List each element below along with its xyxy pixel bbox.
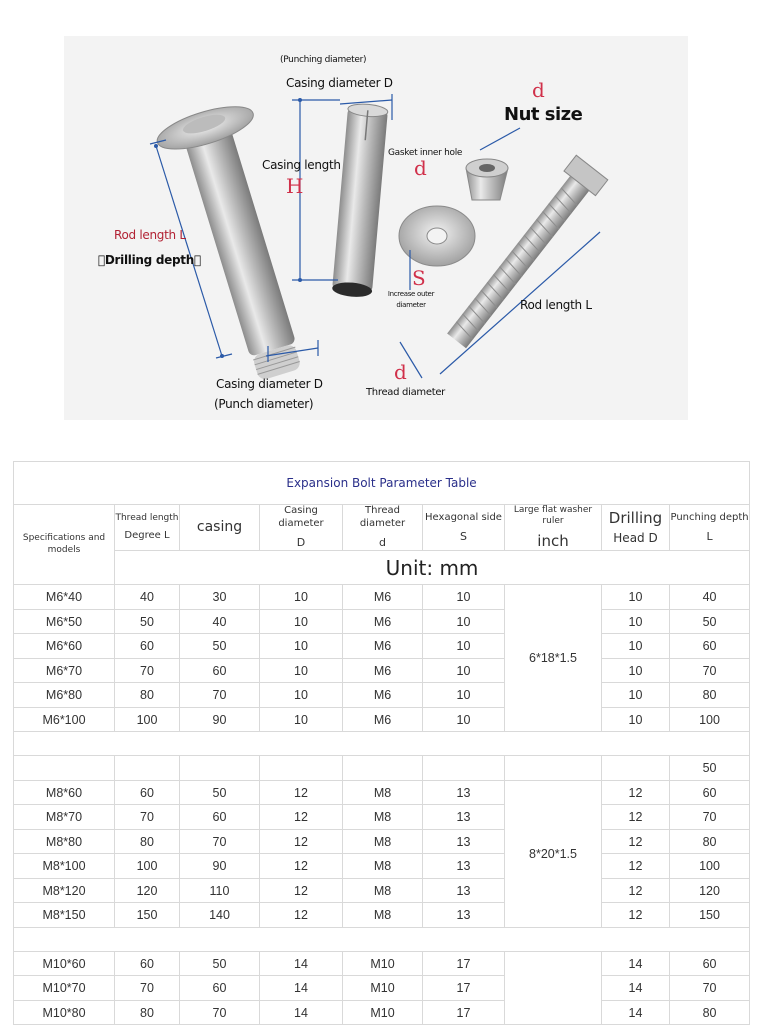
cell-punch: 60 xyxy=(670,780,750,805)
cell-casing: 50 xyxy=(180,634,260,659)
table-row xyxy=(14,878,750,903)
cell-hex: 13 xyxy=(423,903,505,928)
cell-thread-d: M8 xyxy=(343,878,423,903)
cell-casing: 90 xyxy=(180,854,260,879)
cell-thread: 150 xyxy=(115,903,180,928)
cell-casing-d: 10 xyxy=(260,707,343,732)
empty-cell xyxy=(602,756,670,781)
outer-diameter-symbol: S xyxy=(412,266,426,290)
cell-thread: 100 xyxy=(115,854,180,879)
cell-punch: 80 xyxy=(670,1000,750,1025)
cell-drill: 10 xyxy=(602,585,670,610)
cell-spec: M8*70 xyxy=(14,805,115,830)
table-row xyxy=(14,903,750,928)
table-row xyxy=(14,854,750,879)
header-thread-diameter: Thread diameter d xyxy=(343,505,423,551)
table-row xyxy=(14,683,750,708)
cell-casing: 60 xyxy=(180,976,260,1001)
cell-spec: M6*100 xyxy=(14,707,115,732)
casing-diameter-label-bottom: Casing diameter D xyxy=(216,377,323,391)
cell-hex: 13 xyxy=(423,854,505,879)
cell-drill: 10 xyxy=(602,683,670,708)
cell-hex: 10 xyxy=(423,609,505,634)
cell-punch: 70 xyxy=(670,805,750,830)
table-row xyxy=(14,658,750,683)
cell-thread: 60 xyxy=(115,634,180,659)
cell-spec: M8*60 xyxy=(14,780,115,805)
cell-hex: 10 xyxy=(423,707,505,732)
casing-length-label: Casing length xyxy=(262,158,341,172)
cell-thread: 70 xyxy=(115,658,180,683)
cell-casing: 40 xyxy=(180,609,260,634)
cell-thread-d: M10 xyxy=(343,951,423,976)
cell-spec: M6*60 xyxy=(14,634,115,659)
cell-casing-d: 10 xyxy=(260,658,343,683)
gasket-inner-hole-symbol: d xyxy=(414,156,427,180)
cell-thread-d: M8 xyxy=(343,854,423,879)
cell-thread-d: M6 xyxy=(343,658,423,683)
cell-punch: 40 xyxy=(670,585,750,610)
cell-casing-d: 14 xyxy=(260,976,343,1001)
expansion-bolt-diagram xyxy=(0,0,760,450)
cell-drill: 10 xyxy=(602,658,670,683)
cell-washer: 8*20*1.5 xyxy=(505,780,602,927)
cell-casing-d: 10 xyxy=(260,585,343,610)
cell-spec: M8*150 xyxy=(14,903,115,928)
cell-drill: 10 xyxy=(602,634,670,659)
cell-thread: 80 xyxy=(115,683,180,708)
cell-drill: 12 xyxy=(602,829,670,854)
group-spacer-row xyxy=(14,927,750,951)
cell-drill: 14 xyxy=(602,976,670,1001)
header-punching-depth: Punching depth L xyxy=(670,505,750,551)
header-casing-diameter: Casing diameter D xyxy=(260,505,343,551)
cell-spec: M10*70 xyxy=(14,976,115,1001)
expansion-bolt-parameter-table xyxy=(13,461,750,1025)
cell-thread: 120 xyxy=(115,878,180,903)
table-row xyxy=(14,634,750,659)
cell-thread-d: M10 xyxy=(343,1000,423,1025)
cell-thread-d: M6 xyxy=(343,585,423,610)
cell-thread-d: M8 xyxy=(343,805,423,830)
empty-cell xyxy=(505,756,602,781)
empty-cell xyxy=(115,756,180,781)
cell-hex: 10 xyxy=(423,683,505,708)
cell-spec: M8*80 xyxy=(14,829,115,854)
cell-punch: 50 xyxy=(670,756,750,781)
cell-casing: 70 xyxy=(180,829,260,854)
cell-thread: 80 xyxy=(115,1000,180,1025)
thread-diameter-label: Thread diameter xyxy=(366,387,445,398)
cell-punch: 100 xyxy=(670,707,750,732)
increase-outer-diameter-label: Increase outer diameter xyxy=(387,290,435,309)
cell-punch: 100 xyxy=(670,854,750,879)
cell-thread: 40 xyxy=(115,585,180,610)
cell-punch: 60 xyxy=(670,951,750,976)
cell-thread: 70 xyxy=(115,805,180,830)
table-title: Expansion Bolt Parameter Table xyxy=(14,462,750,505)
header-thread-length: Thread length Degree L xyxy=(115,505,180,551)
cell-drill: 12 xyxy=(602,805,670,830)
cone-nut xyxy=(466,159,508,200)
cell-hex: 10 xyxy=(423,658,505,683)
table-row xyxy=(14,976,750,1001)
cell-casing: 30 xyxy=(180,585,260,610)
cell-spec: M10*60 xyxy=(14,951,115,976)
punching-diameter-label: (Punching diameter) xyxy=(280,55,367,65)
cell-casing: 50 xyxy=(180,951,260,976)
cell-punch: 150 xyxy=(670,903,750,928)
cell-casing: 70 xyxy=(180,683,260,708)
cell-thread: 50 xyxy=(115,609,180,634)
nut-size-symbol: d xyxy=(532,78,545,102)
header-drilling: Drilling Head D xyxy=(602,505,670,551)
table-row xyxy=(14,707,750,732)
cell-casing-d: 12 xyxy=(260,903,343,928)
cell-hex: 17 xyxy=(423,1000,505,1025)
cell-drill: 12 xyxy=(602,780,670,805)
cell-thread-d: M6 xyxy=(343,609,423,634)
cell-casing-d: 12 xyxy=(260,805,343,830)
table-row xyxy=(14,829,750,854)
cell-hex: 13 xyxy=(423,805,505,830)
cell-punch: 120 xyxy=(670,878,750,903)
cell-casing: 110 xyxy=(180,878,260,903)
table-row xyxy=(14,805,750,830)
cell-thread-d: M6 xyxy=(343,683,423,708)
cell-drill: 12 xyxy=(602,878,670,903)
cell-hex: 10 xyxy=(423,634,505,659)
cell-spec: M6*80 xyxy=(14,683,115,708)
cell-hex: 13 xyxy=(423,829,505,854)
header-hex-side: Hexagonal side S xyxy=(423,505,505,551)
cell-casing: 70 xyxy=(180,1000,260,1025)
cell-washer xyxy=(505,951,602,1025)
cell-thread: 70 xyxy=(115,976,180,1001)
header-spec: Specifications and models xyxy=(14,505,115,585)
cell-punch: 60 xyxy=(670,634,750,659)
cell-thread-d: M6 xyxy=(343,707,423,732)
cell-hex: 10 xyxy=(423,585,505,610)
table-row xyxy=(14,609,750,634)
nut-size-label: Nut size xyxy=(504,104,583,125)
cell-hex: 17 xyxy=(423,951,505,976)
cell-thread-d: M8 xyxy=(343,780,423,805)
casing-diameter-label-top: Casing diameter D xyxy=(286,76,393,90)
cell-drill: 10 xyxy=(602,609,670,634)
table-row xyxy=(14,585,750,610)
cell-hex: 13 xyxy=(423,878,505,903)
empty-cell xyxy=(423,756,505,781)
header-casing: casing xyxy=(180,505,260,551)
table-row xyxy=(14,756,750,781)
gasket-inner-hole-label: Gasket inner hole xyxy=(388,148,463,158)
cell-spec: M6*70 xyxy=(14,658,115,683)
cell-thread: 80 xyxy=(115,829,180,854)
parameter-table-container xyxy=(13,461,749,1025)
cell-punch: 70 xyxy=(670,976,750,1001)
cell-washer: 6*18*1.5 xyxy=(505,585,602,732)
empty-cell xyxy=(260,756,343,781)
group-spacer-row xyxy=(14,732,750,756)
thread-diameter-symbol: d xyxy=(394,360,407,384)
cell-punch: 80 xyxy=(670,829,750,854)
cell-casing: 140 xyxy=(180,903,260,928)
cell-spec: M6*40 xyxy=(14,585,115,610)
cell-casing-d: 10 xyxy=(260,609,343,634)
cell-spec: M8*120 xyxy=(14,878,115,903)
cell-punch: 80 xyxy=(670,683,750,708)
cell-thread: 100 xyxy=(115,707,180,732)
cell-drill: 14 xyxy=(602,951,670,976)
cell-drill: 10 xyxy=(602,707,670,732)
cell-spec: M10*80 xyxy=(14,1000,115,1025)
table-row xyxy=(14,951,750,976)
cell-casing: 50 xyxy=(180,780,260,805)
cell-casing-d: 12 xyxy=(260,854,343,879)
spacer-cell xyxy=(14,927,750,951)
rod-length-label-right: Rod length L xyxy=(520,298,592,312)
cell-spec: M6*50 xyxy=(14,609,115,634)
cell-casing: 60 xyxy=(180,805,260,830)
cell-casing: 90 xyxy=(180,707,260,732)
table-header-row xyxy=(14,505,750,551)
header-washer: Large flat washer ruler inch xyxy=(505,505,602,551)
cell-casing-d: 12 xyxy=(260,878,343,903)
cell-casing-d: 12 xyxy=(260,829,343,854)
cell-drill: 12 xyxy=(602,854,670,879)
cell-casing-d: 14 xyxy=(260,951,343,976)
cell-thread-d: M6 xyxy=(343,634,423,659)
table-row xyxy=(14,780,750,805)
casing-length-symbol: H xyxy=(286,174,304,198)
cell-hex: 13 xyxy=(423,780,505,805)
cell-casing-d: 14 xyxy=(260,1000,343,1025)
punch-diameter-label-bottom: (Punch diameter) xyxy=(214,397,314,411)
table-row xyxy=(14,1000,750,1025)
cell-casing-d: 12 xyxy=(260,780,343,805)
cell-drill: 14 xyxy=(602,1000,670,1025)
cell-casing-d: 10 xyxy=(260,683,343,708)
empty-cell xyxy=(343,756,423,781)
cell-casing-d: 10 xyxy=(260,634,343,659)
cell-hex: 17 xyxy=(423,976,505,1001)
cell-thread: 60 xyxy=(115,780,180,805)
cell-punch: 70 xyxy=(670,658,750,683)
spacer-cell xyxy=(14,732,750,756)
cell-thread-d: M8 xyxy=(343,903,423,928)
bolt-illustration xyxy=(0,0,760,450)
drilling-depth-label:  Drilling depth  xyxy=(98,253,201,267)
empty-cell xyxy=(14,756,115,781)
cell-thread-d: M8 xyxy=(343,829,423,854)
cell-casing: 60 xyxy=(180,658,260,683)
empty-cell xyxy=(180,756,260,781)
cell-punch: 50 xyxy=(670,609,750,634)
unit-label: Unit: mm xyxy=(115,551,750,585)
cell-thread: 60 xyxy=(115,951,180,976)
cell-thread-d: M10 xyxy=(343,976,423,1001)
rod-length-label-left: Rod length L xyxy=(114,228,186,242)
cell-drill: 12 xyxy=(602,903,670,928)
cell-spec: M8*100 xyxy=(14,854,115,879)
